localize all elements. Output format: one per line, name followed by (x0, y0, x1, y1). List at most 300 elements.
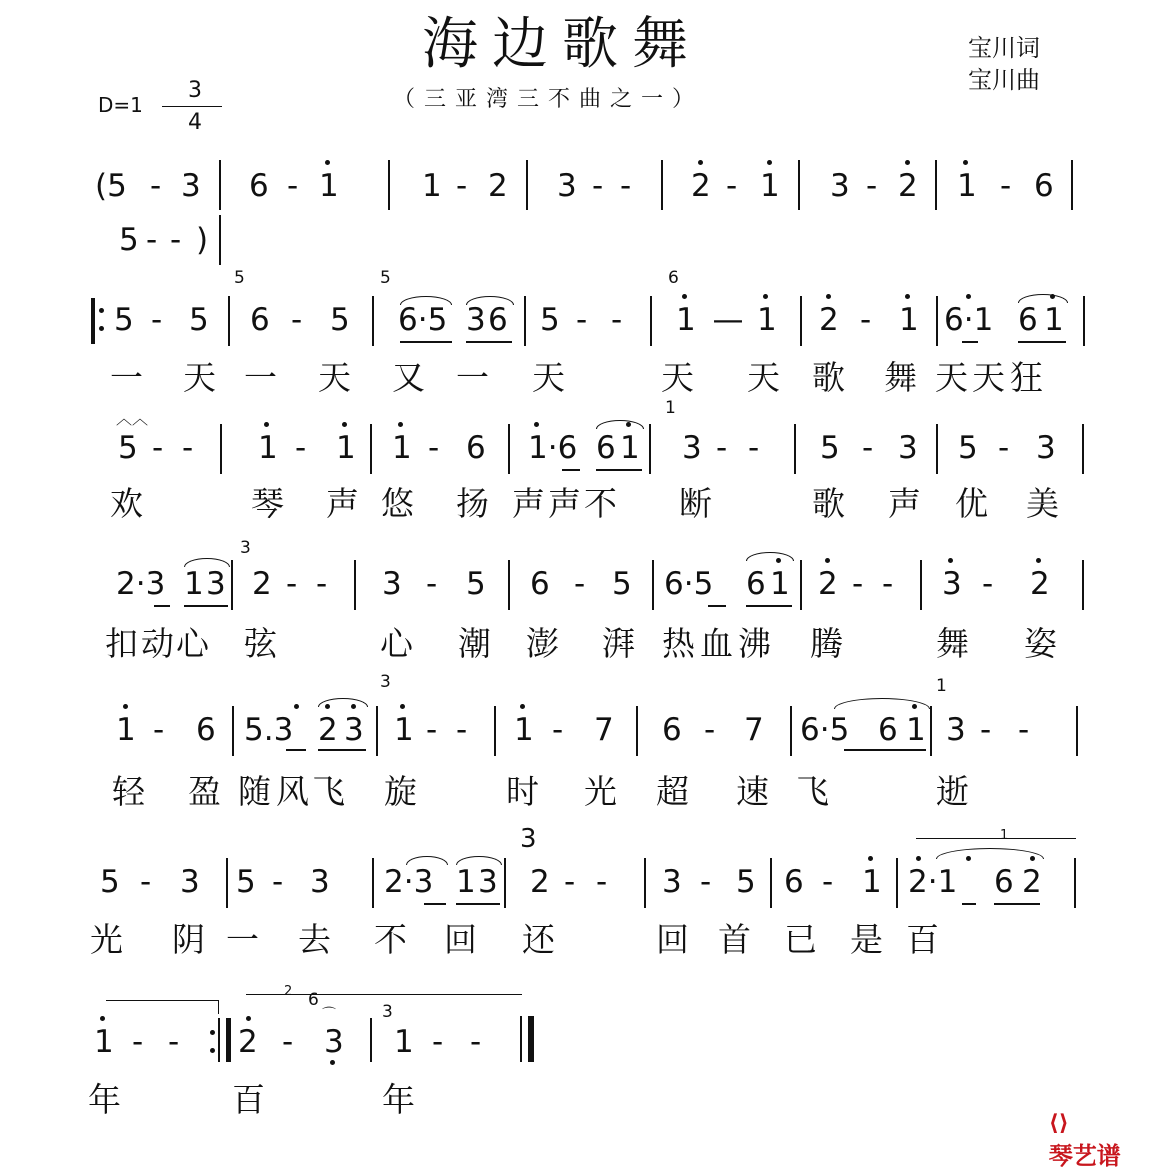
lyric: 一 (110, 358, 143, 397)
lyric: 澎 (526, 624, 559, 663)
dash: - (426, 566, 438, 602)
barline (219, 160, 221, 210)
lyric: 天 (318, 358, 351, 397)
grace-note: 6 (308, 990, 319, 1010)
grace-note: 3 (520, 824, 537, 854)
octave-dot (264, 422, 269, 427)
lyric: 天 (661, 358, 694, 397)
note: 1 (394, 712, 414, 748)
dash: - (456, 712, 468, 748)
barline (794, 424, 796, 474)
lyric: 不 (374, 920, 407, 959)
note: 2 (819, 302, 839, 338)
logo-mark-icon: ⟨⟩ (1048, 1111, 1069, 1136)
lyric: 声 (326, 484, 359, 523)
dash: - (153, 712, 165, 748)
note: 6·5 (664, 566, 714, 602)
octave-dot (398, 422, 403, 427)
barline (370, 424, 372, 474)
note: 1 (392, 430, 412, 466)
lyric: 年 (382, 1080, 415, 1119)
octave-dot (767, 160, 772, 165)
note: 1 (620, 430, 640, 466)
note: 5 (119, 222, 139, 258)
dash: - (272, 864, 284, 900)
barline (494, 706, 496, 756)
note: 2 (530, 864, 550, 900)
barline (1082, 424, 1084, 474)
lyric: 是 (850, 920, 883, 959)
barline (770, 858, 772, 908)
octave-dot (330, 1060, 335, 1065)
note: 1·6 (528, 430, 578, 466)
note: 3 (180, 864, 200, 900)
note: 3 (478, 864, 498, 900)
time-signature-line (162, 106, 222, 107)
octave-dot (246, 1016, 251, 1021)
repeat-end-thin (218, 1018, 220, 1062)
barline (228, 296, 230, 346)
fermata-icon: ⌒ (322, 1007, 336, 1023)
note: 3 (344, 712, 364, 748)
dash: - (1018, 712, 1030, 748)
barline (220, 424, 222, 474)
tie (596, 420, 644, 429)
barline (232, 706, 234, 756)
note: 5 (958, 430, 978, 466)
barline (508, 560, 510, 610)
underline (466, 341, 512, 343)
tie (746, 552, 794, 561)
note: 2 (1022, 864, 1042, 900)
grace-note: 3 (380, 672, 391, 692)
note: 6·1 (944, 302, 994, 338)
tie (406, 856, 448, 865)
note: 3 (206, 566, 226, 602)
lyric: 声 (888, 484, 921, 523)
subtitle: （三亚湾三不曲之一） (393, 87, 704, 112)
note: 5 (100, 864, 120, 900)
lyric: 年 (88, 1080, 121, 1119)
song-title: 海边歌舞 (422, 12, 702, 77)
dash: - (182, 430, 194, 466)
volta-number: 2 (284, 984, 293, 999)
dash: - (620, 168, 632, 204)
lyric: 歌 (812, 484, 845, 523)
note: 1 (336, 430, 356, 466)
grace-note: 1 (665, 398, 676, 418)
note: 5 (189, 302, 209, 338)
lyric: 姿 (1024, 624, 1057, 663)
note: (5 (95, 168, 127, 204)
lyric: 飞 (312, 772, 345, 811)
barline (526, 160, 528, 210)
site-logo (1032, 1080, 1121, 1171)
grace-note: 1 (936, 676, 947, 696)
octave-dot (123, 704, 128, 709)
note: 1 (422, 168, 442, 204)
dash: - (982, 566, 994, 602)
repeat-start-thick (91, 298, 95, 344)
time-signature-top: 3 (188, 78, 202, 103)
underline (456, 903, 500, 905)
dash: - (168, 1024, 180, 1060)
note: 1 (456, 864, 476, 900)
note: 5 (820, 430, 840, 466)
barline (1082, 560, 1084, 610)
underline (844, 749, 926, 751)
octave-dot (948, 558, 953, 563)
note: 1 (184, 566, 204, 602)
note: 3 (310, 864, 330, 900)
underline (154, 605, 170, 607)
note: 6 (596, 430, 616, 466)
dash: - (291, 302, 303, 338)
dash: - (716, 430, 728, 466)
lyric: 百 (906, 920, 939, 959)
octave-dot (966, 294, 971, 299)
lyric: 盈 (188, 772, 221, 811)
barline (1083, 296, 1085, 346)
note: 5.3 (244, 712, 294, 748)
note: 2·1 (908, 864, 958, 900)
key-signature: D=1 (98, 93, 143, 117)
note: 3 (830, 168, 850, 204)
lyric: 旋 (384, 772, 417, 811)
note: 3 (181, 168, 201, 204)
lyric: 欢 (110, 484, 143, 523)
note: 6 (662, 712, 682, 748)
underline (994, 903, 1040, 905)
lyric: 潮 (458, 624, 491, 663)
lyric: 天 (183, 358, 216, 397)
barline (372, 296, 374, 346)
note: 3 (662, 864, 682, 900)
grace-note: 6 (668, 268, 679, 288)
grace-note: 3 (382, 1002, 393, 1022)
repeat-dot (210, 1030, 215, 1035)
underline (318, 749, 366, 751)
dash: - (822, 864, 834, 900)
lyric: 风 (276, 772, 309, 811)
note: 3 (942, 566, 962, 602)
tie (318, 698, 368, 707)
note: 5 (466, 566, 486, 602)
octave-dot (325, 160, 330, 165)
lyric: 随 (238, 772, 271, 811)
lyric: 一 (226, 920, 259, 959)
grace-note: 3 (240, 538, 251, 558)
octave-dot (520, 704, 525, 709)
mordent-icon: ︿︿ (116, 409, 149, 428)
lyric: 扣 (105, 624, 138, 663)
lyric: 动 (141, 624, 174, 663)
repeat-end-thick (226, 1018, 231, 1062)
composer-credit: 宝川曲 (968, 66, 1040, 94)
tie (456, 856, 502, 865)
note: 7 (744, 712, 764, 748)
lyric: 光 (584, 772, 617, 811)
dash: - (146, 222, 158, 258)
note: 6 (196, 712, 216, 748)
lyric: 天 (935, 358, 968, 397)
note: 6 (530, 566, 550, 602)
lyric: 心 (380, 624, 413, 663)
dash: - (980, 712, 992, 748)
lyric: 回 (444, 920, 477, 959)
barline (644, 858, 646, 908)
repeat-dot (210, 1048, 215, 1053)
note: 3 (1036, 430, 1056, 466)
final-barline-thick (528, 1016, 534, 1062)
note: 2 (238, 1024, 258, 1060)
lyric: 扬 (456, 484, 489, 523)
barline (1076, 706, 1078, 756)
dash: - (150, 168, 162, 204)
lyric: 去 (298, 920, 331, 959)
note: 6·5 (800, 712, 850, 748)
note: 2 (818, 566, 838, 602)
lyric: 首 (718, 920, 751, 959)
note: 1 (862, 864, 882, 900)
dash: - (151, 302, 163, 338)
dash: - (140, 864, 152, 900)
note: 2 (1030, 566, 1050, 602)
tie (466, 296, 514, 305)
note: 3 (682, 430, 702, 466)
barline (935, 160, 937, 210)
lyric: 优 (955, 484, 988, 523)
lyric: 断 (679, 484, 712, 523)
dash: - (132, 1024, 144, 1060)
dash: - (152, 430, 164, 466)
lyric: 热 (662, 624, 695, 663)
note: 1 (319, 168, 339, 204)
lyric: 美 (1026, 484, 1059, 523)
repeat-dot (99, 308, 104, 313)
note: 1 (394, 1024, 414, 1060)
barline (504, 858, 506, 908)
barline (896, 858, 898, 908)
note: 5 (118, 430, 138, 466)
tie (1018, 294, 1068, 303)
lyric: 歌 (812, 358, 845, 397)
underline (400, 341, 452, 343)
final-barline-thin (520, 1016, 522, 1062)
dash: - (860, 302, 872, 338)
note: 6·5 (398, 302, 448, 338)
note: 1 (514, 712, 534, 748)
note: 1 (760, 168, 780, 204)
lyric: 舞 (936, 624, 969, 663)
lyric: 还 (522, 920, 555, 959)
lyric: 狂 (1010, 358, 1043, 397)
dash: - (592, 168, 604, 204)
note: 2·3 (116, 566, 166, 602)
volta-bracket (106, 1000, 218, 1001)
dash: - (852, 566, 864, 602)
barline (920, 560, 922, 610)
close-paren: ) (196, 222, 209, 258)
lyric: 声 (512, 484, 545, 523)
note: 6 (746, 566, 766, 602)
note: 2 (898, 168, 918, 204)
lyric: 悠 (381, 484, 414, 523)
octave-dot (905, 294, 910, 299)
lyric: 光 (90, 920, 123, 959)
barline (936, 424, 938, 474)
barline (800, 560, 802, 610)
octave-dot (342, 422, 347, 427)
barline (652, 560, 654, 610)
logo-text: 琴艺谱 (1048, 1142, 1121, 1170)
lyric: 沸 (738, 624, 771, 663)
dash: - (704, 712, 716, 748)
lyric: 琴 (251, 484, 284, 523)
note: 3 (946, 712, 966, 748)
barline (370, 1018, 372, 1062)
octave-dot (534, 422, 539, 427)
lyric: 时 (506, 772, 539, 811)
lyric: 又 (392, 358, 425, 397)
dash: - (552, 712, 564, 748)
underline (962, 903, 976, 905)
note: 1 (94, 1024, 114, 1060)
barline (1074, 858, 1076, 908)
barline (798, 160, 800, 210)
underline (184, 605, 228, 607)
dash: — (712, 302, 744, 338)
note: 2 (488, 168, 508, 204)
tie (936, 848, 1044, 859)
note: 1 (957, 168, 977, 204)
note: 5 (114, 302, 134, 338)
barline (508, 424, 510, 474)
dash: - (574, 566, 586, 602)
grace-note: 5 (380, 268, 391, 288)
octave-dot (294, 704, 299, 709)
note: 1 (676, 302, 696, 338)
dash: - (726, 168, 738, 204)
note: 6 (1018, 302, 1038, 338)
barline (936, 296, 938, 346)
dash: - (428, 430, 440, 466)
volta-number: 1 (1000, 828, 1009, 843)
lyric: 飞 (796, 772, 829, 811)
note: 6 (488, 302, 508, 338)
note: 3 (466, 302, 486, 338)
note: 2 (691, 168, 711, 204)
barline (930, 706, 932, 756)
dash: - (456, 168, 468, 204)
lyric: 轻 (112, 772, 145, 811)
lyric: 不 (584, 484, 617, 523)
note: 6 (994, 864, 1014, 900)
tie (184, 558, 230, 567)
lyric: 逝 (936, 772, 969, 811)
dash: - (564, 864, 576, 900)
note: 2·3 (384, 864, 434, 900)
note: 1 (116, 712, 136, 748)
underline (708, 605, 726, 607)
barline (649, 424, 651, 474)
lyric: 弦 (244, 624, 277, 663)
underline (562, 469, 580, 471)
octave-dot (400, 704, 405, 709)
octave-dot (682, 294, 687, 299)
volta-bracket (916, 838, 1076, 839)
lyric: 血 (700, 624, 733, 663)
lyric: 声 (548, 484, 581, 523)
octave-dot (868, 856, 873, 861)
dash: - (170, 222, 182, 258)
note: 7 (594, 712, 614, 748)
note: 6 (878, 712, 898, 748)
note: 3 (324, 1024, 344, 1060)
dash: - (316, 566, 328, 602)
tie (400, 296, 452, 305)
note: 2 (252, 566, 272, 602)
time-signature-bottom: 4 (188, 110, 202, 135)
note: 5 (736, 864, 756, 900)
note: 1 (906, 712, 926, 748)
note: 3 (898, 430, 918, 466)
octave-dot (763, 294, 768, 299)
note: 3 (382, 566, 402, 602)
underline (596, 469, 642, 471)
dash: - (866, 168, 878, 204)
dash: - (700, 864, 712, 900)
barline (219, 215, 221, 265)
barline (524, 296, 526, 346)
note: 6 (249, 168, 269, 204)
lyric: 超 (656, 772, 689, 811)
underline (1018, 341, 1066, 343)
dash: - (862, 430, 874, 466)
lyric: 舞 (884, 358, 917, 397)
lyric: 天 (972, 358, 1005, 397)
lyric: 湃 (602, 624, 635, 663)
dash: - (287, 168, 299, 204)
note: 5 (540, 302, 560, 338)
dash: - (576, 302, 588, 338)
barline (231, 560, 233, 610)
dash: - (1000, 168, 1012, 204)
lyric: 心 (176, 624, 209, 663)
grace-note: 5 (234, 268, 245, 288)
dash: - (748, 430, 760, 466)
barline (372, 858, 374, 908)
barline (636, 706, 638, 756)
note: 1 (258, 430, 278, 466)
note: 5 (236, 864, 256, 900)
dash: - (998, 430, 1010, 466)
octave-dot (100, 1016, 105, 1021)
tie (834, 698, 930, 709)
barline (354, 560, 356, 610)
octave-dot (905, 160, 910, 165)
lyric: 阴 (172, 920, 205, 959)
barline (800, 296, 802, 346)
dash: - (596, 864, 608, 900)
dash: - (882, 566, 894, 602)
lyric: 天 (747, 358, 780, 397)
dash: - (282, 1024, 294, 1060)
note: 6 (250, 302, 270, 338)
underline (286, 749, 306, 751)
note: 2 (318, 712, 338, 748)
octave-dot (963, 160, 968, 165)
